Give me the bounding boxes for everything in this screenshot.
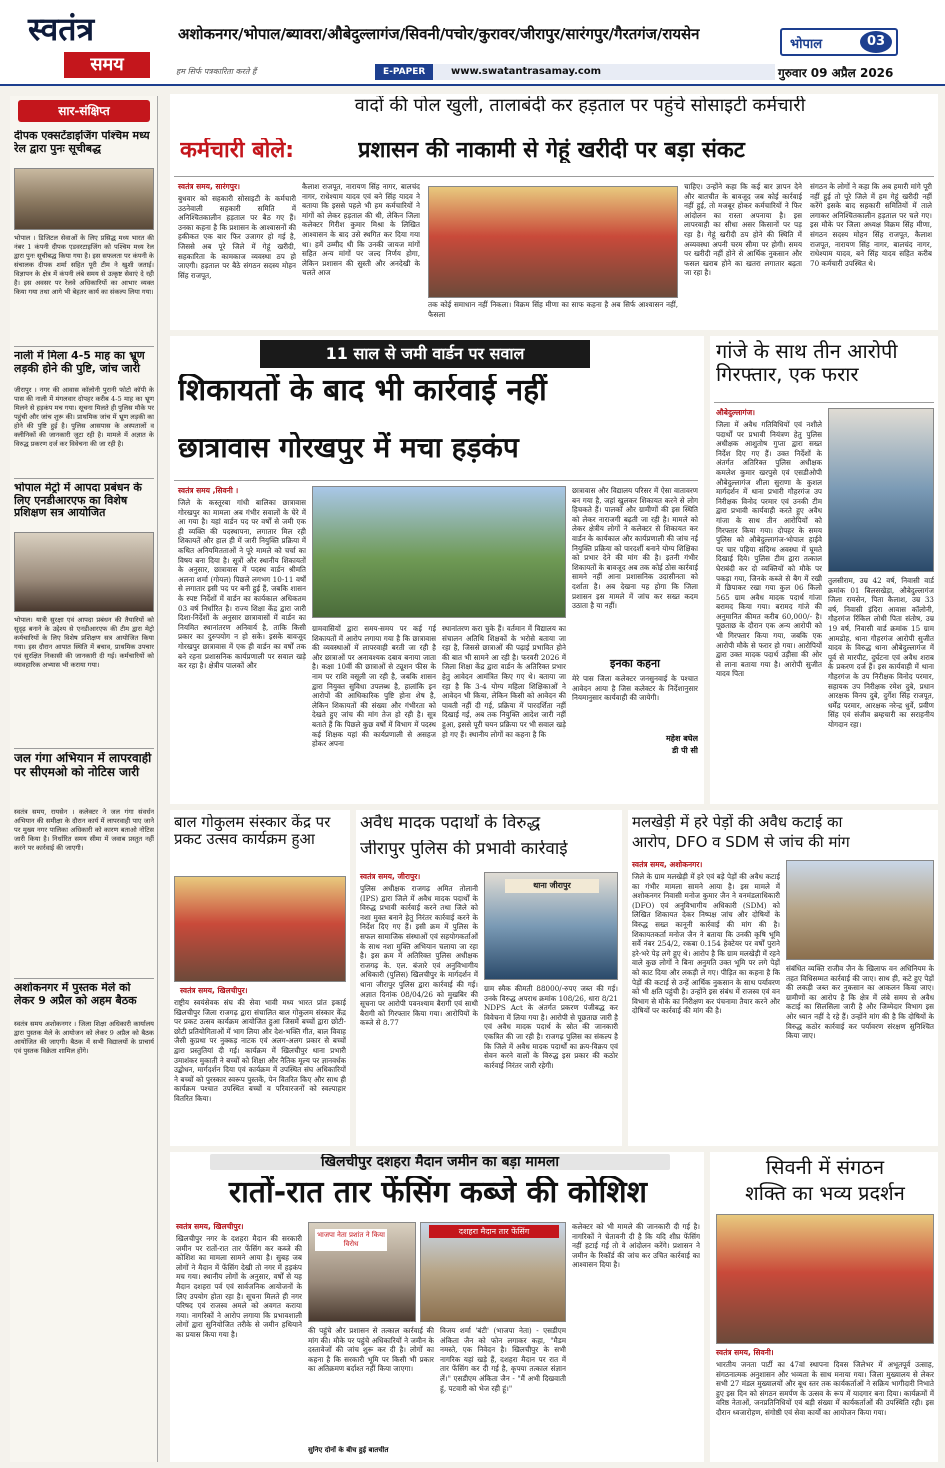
sidebar-story-2-head: नाली में मिला 4-5 माह का भ्रूण लड़की होने की पुष्टि, जांच जारी [14,350,145,375]
sidebar-story-1-photo [14,168,154,230]
epaper-badge[interactable]: E-PAPER [375,64,433,80]
sidebar-story-4-text: स्वतंत्र समय, रायसेन । कलेक्टर ने जल गंगा संवर्धन अभियान की समीक्षा के दौरान कार्य में लापरवाही पाए जाने पर मुख्य नगर पालिका अधिकारी को कारण बताओ नोटिस जारी किया है। निर्धारित समय सीमा में जवाब प्रस्तुत नहीं करने पर कार्रवाई की जाएगी। [14,808,154,852]
story4-photo [174,876,346,982]
story7-photo-2-label: दशहरा मैदान तार फेंसिंग [429,1225,559,1238]
story4-headline: बाल गोकुलम संस्कार केंद्र पर प्रकट उत्सव कार्यक्रम हुआ [174,814,331,849]
story4-text: राष्ट्रीय स्वयंसेवक संघ की सेवा भावी मध्य भारत प्रांत इकाई खिलचीपुर जिला राजगढ़ द्वारा संचालित बाल गोकुलम संस्कार केंद्र पर प्रकट उत्सव कार्यक्रम आयोजित हुआ जिसमें बच्चों द्वारा छोटी-छोटी प्रतियोगिताओं में भाग लिया और देश-भक्ति गीत, बाल विवाह जैसी कुप्रथा पर नुक्कड़ नाटक एवं अलग-अलग प्रकार से बच्चों द्वारा प्रस्तुतियां दी गई। कार्यक्रम में खिलचीपुर थाना प्रभारी उमाशंकर मुकाती ने बच्चों को शिक्षा और नैतिक मूल्य पर ज्ञानवर्धक उद्बोधन, मार्गदर्शन दिया एवं कार्यक्रम में उपस्थित संघ अधिकारियों ने बच्चों को पुरस्कार स्वरूप पुस्तकें, पेन वितरित किए और साथ ही कार्यक्रम पश्चात उपस्थित बच्चों व परिवारजनों को स्वल्पाहार वितरित किया। [174,998,346,1103]
story-ganja-arrest [710,336,938,804]
story7-text-3: विजय शर्मा 'बंटी' (भाजपा नेता) - एसडीएम अंकिता जैन को फोन लगाकर कहा, "मैडम नमस्ते, एक निवेदन है। खिलचीपुर के सभी नागरिक यहां खड़े हैं, दशहरा मैदान पर रात में तार फेंसिंग कर दी गई है, कृपया तत्काल संज्ञान लें।" एसडीएम अंकिता जैन - "मैं अभी दिखवाती हूं, पटवारी को भेज रही हूं।" [440,1326,566,1393]
sidebar-story-3-head: भोपाल मेट्रो में आपदा प्रबंधन के लिए एनडीआरएफ का विशेष प्रशिक्षण सत्र आयोजित [14,482,142,520]
story-malkhedi-trees [628,810,938,1146]
story2-quote-role: डी पी सी [671,746,698,755]
story-dussehra-ground [170,1152,704,1462]
sidebar-rule-2 [14,478,154,479]
story-seoni-bjp [710,1152,938,1462]
sidebar-rule-4 [14,978,154,979]
story-jirapur-police [356,810,622,1146]
story8-photo [716,1214,934,1344]
story1-kicker: वादों की पोल खुली, तालाबंदी कर हड़ताल पर पहुंचे सोसाइटी कर्मचारी [354,96,806,116]
story2-quote-head: इनका कहना [610,658,660,670]
story2-text-3: स्थानांतरण करा चुके हैं। वर्तमान में विद्यालय का संचालन अतिथि शिक्षकों के भरोसे बताया जा रहा है, जिससे छात्राओं की पढ़ाई प्रभावित होने की बात भी सामने आ रही है। फरवरी 2026 में जिला शिक्षा केंद्र द्वारा वार्डन के अतिरिक्त प्रभार हेतु आवेदन आमंत्रित किए गए थे। बताया जा रहा है कि 3-4 योग्य महिला शिक्षिकाओं ने आवेदन भी किया, लेकिन किसी को आवेदन की पावती नहीं दी गई, प्रक्रिया में पारदर्शिता नहीं दिखाई गई, अब तक नियुक्ति आदेश जारी नहीं हुआ, इससे पूरी चयन प्रक्रिया पर भी सवाल खड़े हो गए हैं। स्थानीय लोगों का कहना है कि [442,624,566,739]
story1-text-1: बुधवार को सहकारी सोसाइटी के कर्मचारी उठनेवाली सहकारी समिति में अनिश्चितकालीन हड़ताल पर बैठ गए हैं। उनका कहना है कि प्रशासन के आश्वासनों की हकीकत एक बार फिर उजागर हो गई है, जिससे अब पूरे जिले में गेहूं खरीदी, सहकारिता के कामकाज व्यवस्था ठप हो जाएगी। हड़ताल पर बैठे संगठन सदस्य मोहन सिंह राजपूत, [178,194,296,280]
story2-text-1: जिले के कस्तूरबा गांधी बालिका छात्रावास गोरखपुर का मामला अब गंभीर सवालों के घेरे में आ गया है। यहां वार्डन पद पर वर्षों से जमी एक ही व्यक्ति की पदस्थापना, लगातार मिल रही शिकायतें और हाल ही में जारी नियुक्ति प्रक्रिया में कथित अनियमितताओं ने पूरे मामले को चर्चा का विषय बना दिया है। सूत्रों और स्थानीय शिकायतों के अनुसार, छात्रावास में पदस्थ वार्डन श्रीमति अलना शर्मा (गोयल) पिछले लगभग 10-11 वर्षों से लगातार इसी पद पर बनी हुई हैं, जबकि शासन के स्पष्ट निर्देशों में वार्डन का कार्यकाल अधिकतम 03 वर्ष निर्धारित है। राज्य शिक्षा केंद्र द्वारा जारी दिशा-निर्देशों के अनुसार छात्रावासों में वार्डन का नियमित स्थानांतरण अनिवार्य है, ताकि किसी प्रकार का दुरुपयोग न हो सके। इसके बावजूद गोरखपुर छात्रावास में एक ही वार्डन का वर्षों तक बने रहना प्रशासनिक कार्यप्रणाली पर सवाल खड़े कर रहा है। क्षेत्रीय पालकों और [178,498,306,671]
story2-quote: मेरे पास जिला कलेक्टर जनसुनवाई के पश्चात आवेदन आया है जिस कलेक्टर के निर्देशानुसार नियमानुसार कार्यवाही की जायेगी। [572,674,698,703]
story2-quote-by: महेश बघेल [666,734,698,743]
story6-text-1: जिले के ग्राम मलखेड़ी में हरे एवं बड़े पेड़ों की अवैध कटाई का गंभीर मामला सामने आया है। इस मामले में अशोकनगर निवासी मनोज कुमार जैन ने वनमंडलाधिकारी (DFO) एवं अनुविभागीय अधिकारी (SDM) को लिखित शिकायत देकर निष्पक्ष जांच और दोषियों के विरुद्ध सख्त कानूनी कार्रवाई की मांग की है। शिकायतकर्ता मनोज जैन ने बताया कि उनकी कृषि भूमि सर्वे नंबर 254/2, रकबा 0.154 हेक्टेयर पर वर्षों पुराने हरे-भरे पेड़ लगे हुए थे। आरोप है कि ग्राम मलखेड़ी में रहने वाले कुछ लोगों ने बिना अनुमति उक्त भूमि पर लगे पेड़ों को काट दिया और लकड़ी ले गए। पीड़ित का कहना है कि पेड़ों की कटाई से उन्हें आर्थिक नुकसान के साथ पर्यावरण को भी क्षति पहुंची है। उन्होंने इस संबंध में राजस्व एवं वन विभाग से मौके का निरीक्षण कर पंचनामा तैयार करने और दोषियों पर कार्रवाई की मांग की है। [632,872,780,1016]
epaper-bar [375,64,775,80]
story5-text-2: ग्राम स्मैक कीमती 88000/-रुपए जब्त की गई। उनके विरुद्ध अपराध क्रमांक 108/26, धारा 8/21 NDPS Act के अंतर्गत प्रकरण पंजीबद्ध कर विवेचना में लिया गया है। आरोपी से पूछताछ जारी है एवं अवैध मादक पदार्थ के स्रोत की जानकारी एकत्रित की जा रही है। राजगढ़ पुलिस का संकल्प है कि जिले में अवैध मादक पदार्थों का क्रय-विक्रय एवं सेवन करने वालों के विरुद्ध इस प्रकार की कठोर कार्रवाई निरंतर जारी रहेगी। [484,984,618,1070]
story6-dateline: स्वतंत्र समय, अशोकनगर। [632,860,703,869]
sidebar-story-3-text: भोपाल। यात्री सुरक्षा एवं आपदा प्रबंधन की तैयारियों को सुदृढ़ बनाने के उद्देश्य से एनडीआरएफ की टीम द्वारा मेट्रो कर्मचारियों के लिए विशेष प्रशिक्षण सत्र आयोजित किया गया। इस दौरान आपात स्थिति में बचाव, प्राथमिक उपचार एवं सुरक्षित निकासी की जानकारी दी गई। कर्मचारियों को व्यावहारिक अभ्यास भी कराया गया। [14,616,154,669]
story1-text-4: संगठन के लोगों ने कहा कि अब हमारी मांगे पूरी नहीं हुई तो पूरे जिले में हम गेहूं खरीदी नहीं करेंगे इसके बाद सहकारी समितियों में ताले लगाकर अनिश्चितकालीन हड़ताल पर चले गए। इस मौके पर जिला अध्यक्ष विक्रम सिंह मीणा, संगठन सदस्य मोहन सिंह राजपूत, कैलाश राजपूत, नारायण सिंह नागर, बालचंद नागर, राधेश्याम यादव, बने सिंह यादव सहित करीब 70 कर्मचारी उपस्थित थे। [810,182,932,268]
story1-rule [174,176,934,177]
story1-text-3: चाहिए। उन्होंने कहा कि कई बार ज्ञापन देने और बातचीत के बावजूद जब कोई कार्रवाई नहीं हुई, तो मजबूर होकर कर्मचारियों ने फिर आंदोलन का रास्ता अपनाया है। इस लापरवाही का सीधा असर किसानों पर पड़ रहा है। गेहूं खरीदी ठप होने की स्थिति में अव्यवस्था अपनी चरम सीमा पर होगी। समय पर खरीदी नहीं होने से आर्थिक नुकसान और फसल खराब होने का खतरा लगातार बढ़ता जा रहा है। [684,182,802,278]
story2-text-4: छात्रावास और विद्यालय परिसर में ऐसा वातावरण बन गया है, जहां खुलकर शिकायत करने से लोग हिचकते हैं। पालकों और ग्रामीणों की इस स्थिति को लेकर नाराजगी बढ़ती जा रही है। मामले को लेकर क्षेत्रीय लोगों ने कलेक्टर से शिकायत कर वार्डन के कार्यकाल और कार्यप्रणाली की जांच नई नियुक्ति प्रक्रिया को पारदर्शी बनाने योग्य शिक्षिका को प्रभार देने की मांग की है। इतनी गंभीर शिकायतों के बावजूद अब तक कोई ठोस कार्रवाई सामने नहीं आना प्रशासनिक उदासीनता को दर्शाता है। अब देखना यह होगा कि जिला प्रशासन इस मामले में जांच कर सख्त कदम उठाता है या नहीं। [572,486,698,611]
story7-dateline: स्वतंत्र समय, खिलचीपुर। [176,1222,244,1231]
logo-bottom: समय [64,52,150,78]
story6-text-2: संबंधित व्यक्ति राजीव जैन के खिलाफ वन अधिनियम के तहत विधिसम्मत कार्रवाई की जाए। साथ ही, कटे हुए पेड़ों की लकड़ी जब्त कर नुकसान का आकलन किया जाए। ग्रामीणों का आरोप है कि क्षेत्र में लंबे समय से अवैध कटाई का सिलसिला जारी है और जिम्मेदार विभाग इस ओर ध्यान नहीं दे रहे हैं। उन्होंने मांग की है कि दोषियों के विरुद्ध कठोर कार्रवाई कर पर्यावरण संरक्षण सुनिश्चित किया जाए। [786,964,934,1041]
story7-text-1: खिलचीपुर नगर के दशहरा मैदान की सरकारी जमीन पर रातों-रात तार फेंसिंग कर कब्जे की कोशिश का मामला सामने आया है। सुबह जब लोगों ने मैदान में फेंसिंग देखी तो नगर में हड़कंप मच गया। स्थानीय लोगों के अनुसार, वर्षों से यह मैदान दशहरा पर्व एवं सार्वजनिक आयोजनों के लिए उपयोग होता रहा है। सूचना मिलते ही नगर परिषद एवं राजस्व अमले को अवगत कराया गया। नागरिकों ने आरोप लगाया कि प्रभावशाली लोगों द्वारा सुनियोजित तरीके से जमीन हथियाने का प्रयास किया गया है। [176,1234,302,1339]
story8-dateline: स्वतंत्र समय, सिवनी। [716,1348,774,1357]
logo-top: स्वतंत्र [28,10,95,48]
sidebar-rule-1 [14,346,154,347]
story1-photo [428,186,678,298]
story2-headline-2: छात्रावास गोरखपुर में मचा हड़कंप [178,432,519,464]
story1-caption: तक कोई समाधान नहीं निकला। विक्रम सिंह मीणा का साफ कहना है अब सिर्फ आश्वासन नहीं, फैसला [428,300,678,319]
story3-photo [828,408,934,572]
story8-headline-1: सिवनी में संगठन [765,1156,885,1179]
story6-headline-2: आरोप, DFO व SDM से जांच की मांग [632,834,850,851]
edition-name: भोपाल [790,37,823,52]
story1-label: कर्मचारी बोले: [180,138,295,163]
sidebar-story-1-text: भोपाल । डिजिटल सेवाओं के लिए प्रसिद्ध मध्य भारत की नंबर 1 कंपनी दीपक एडवरटाइजिंग को पश्चिम मध्य रेल द्वारा पुनः सूचीबद्ध किया गया है। इस सफलता पर कंपनी के संचालक दीपक शर्मा सहित पूरी टीम ने खुशी जताई। विज्ञापन के क्षेत्र में कंपनी लंबे समय से उत्कृष्ट सेवाएं दे रही है। इस अवसर पर रेलवे अधिकारियों का आभार व्यक्त किया गया तथा आगे भी बेहतर कार्य का संकल्प लिया गया। [14,234,154,296]
sidebar-story-2-text: जीरापुर । नगर की आवास कॉलोनी पुरानी फोटो कॉपी के पास की नाली में मंगलवार दोपहर करीब 4-5 माह का भ्रूण मिलने से हड़कंप मच गया। सूचना मिलते ही पुलिस मौके पर पहुंची और जांच शुरू की। प्राथमिक जांच में भ्रूण लड़की का होने की पुष्टि हुई है। पुलिस आसपास के अस्पतालों व क्लीनिकों की जानकारी जुटा रही है। मामले में अज्ञात के विरुद्ध प्रकरण दर्ज कर विवेचना की जा रही है। [14,386,154,448]
story8-text: भारतीय जनता पार्टी का 47वां स्थापना दिवस जिलेभर में अभूतपूर्व उत्साह, संगठनात्मक अनुशासन और भव्यता के साथ मनाया गया। जिला मुख्यालय से लेकर सभी 27 मंडल मुख्यालयों और बूथ स्तर तक कार्यकर्ताओं ने सक्रिय भागीदारी निभाते हुए इस दिन को संगठन समर्पण के उत्सव के रूप में यादगार बना दिया। कार्यक्रमों में वरिष्ठ नेताओं, जनप्रतिनिधियों एवं बड़ी संख्या में कार्यकर्ताओं की उपस्थिति रही। इस दौरान ध्वजारोहण, संगोष्ठी एवं सेवा कार्यों का आयोजन किया गया। [716,1360,934,1417]
edition-box [780,28,898,56]
story6-headline-1: मलखेड़ी में हरे पेड़ों की अवैध कटाई का [632,814,843,831]
story6-photo [786,860,934,960]
story3-headline: गांजे के साथ तीन आरोपी गिरफ्तार, एक फरार [716,340,898,386]
story1-dateline: स्वतंत्र समय, सारंगपुर। [178,182,240,191]
story3-dateline: औबेदुल्लागंज। [716,408,755,417]
logo [28,10,160,82]
issue-date: गुरुवार 09 अप्रैल 2026 [778,66,894,80]
sidebar-story-5-text: स्वतंत्र समय अशोकनगर । जिला शिक्षा अधिकारी कार्यालय द्वारा पुस्तक मेले के आयोजन को लेकर 9 अप्रैल को बैठक आयोजित की जाएगी। बैठक में सभी विद्यालयों के प्राचार्य एवं पुस्तक विक्रेता शामिल होंगे। [14,1020,154,1055]
page-number: 03 [860,31,892,53]
story1-headline: प्रशासन की नाकामी से गेहूं खरीदी पर बड़ा संकट [358,138,745,163]
story8-headline-2: शक्ति का भव्य प्रदर्शन [745,1182,905,1205]
story2-headline-1: शिकायतों के बाद भी कार्रवाई नहीं [178,374,547,408]
story5-headline-1: अवैध मादक पदार्थों के विरुद्ध [360,814,541,833]
story2-photo [312,486,566,618]
story5-text-1: पुलिस अधीक्षक राजगढ़ अमित तोलानी (IPS) द्वारा जिले में अवैध मादक पदार्थों के विरुद्ध प्रभावी कार्रवाई करने तथा जिले को नशा मुक्त बनाने हेतु निरंतर कार्रवाई करने के निर्देश दिए गए हैं। इसी क्रम में पुलिस के सफल सामाजिक संस्थाओं एवं सहयोगकर्ताओं के साथ नशा मुक्ति अभियान चलाया जा रहा है। इस क्रम में अतिरिक्त पुलिस अधीक्षक राजगढ़ के. एल. बंजारे एवं अनुविभागीय अधिकारी (पुलिस) खिलचीपुर के मार्गदर्शन में थाना जीरापुर पुलिस द्वारा कार्रवाई की गई। अज्ञात दिनांक 08/04/26 को मुखबिर की सूचना पर आरोपी पवनश्याम बैरागी एवं साथी बैरागी को गिरफ्तार किया गया। आरोपियों के कब्जे से 8.77 [360,884,478,1028]
masthead [0,0,945,86]
story-hostel-warden [170,336,704,804]
story7-photo-1-label: भाजपा नेता प्रशांत ने किया विरोध [315,1229,387,1251]
sidebar-story-3-photo [14,532,154,612]
story-bal-gokulam [170,810,350,1146]
story7-headline: रातों-रात तार फेंसिंग कब्जे की कोशिश [228,1176,648,1210]
story5-dateline: स्वतंत्र समय, जीरापुर। [360,872,421,881]
sidebar-story-4-head: जल गंगा अभियान में लापरवाही पर सीएमओ को नोटिस जारी [14,752,152,779]
story-society-strike [170,94,938,330]
story3-rule [714,402,934,403]
story4-dateline: स्वतंत्र समय, खिलचीपुर। [180,986,248,995]
story7-photo-2 [420,1222,566,1322]
sidebar-rule-3 [14,748,154,749]
sidebar-story-5-head: अशोकनगर में पुस्तक मेले को लेकर 9 अप्रैल को अहम बैठक [14,982,137,1007]
story7-text-4: कलेक्टर को भी मामले की जानकारी दी गई है। नागरिकों ने चेतावनी दी है कि यदि शीघ्र फेंसिंग नहीं हटाई गई तो वे आंदोलन करेंगे। प्रशासन ने जमीन के रिकॉर्ड की जांच कर उचित कार्रवाई का आश्वासन दिया है। [572,1222,700,1270]
story7-text-2: की पहुंचे और प्रशासन से तत्काल कार्रवाई की मांग की। मौके पर पहुंचे अधिकारियों ने जमीन के दस्तावेजों की जांच शुरू कर दी है। लोगों का कहना है कि सरकारी भूमि पर किसी भी प्रकार का अतिक्रमण बर्दाश्त नहीं किया जाएगा। [308,1326,434,1374]
story3-text-2: तुलसीराम, उम्र 42 वर्ष, निवासी वार्ड क्रमांक 01 बिलसखेड़ा, औबेदुल्लागंज जिला रायसेन, पिता कैलाश, उम्र 33 वर्ष, निवासी इंदिरा आवास कॉलोनी, गौहरगंज रिंकिल लोधी पिता संतोष, उम्र 19 वर्ष, निवासी वार्ड क्रमांक 15 ग्राम आमडोह, थाना गौहरगंज आरोपी सुजीत यादव के विरुद्ध थाना औबेदुल्लागंज में पूर्व से मारपीट, दुर्घटना एवं अवैध शराब के प्रकरण दर्ज हैं। इस कार्यवाही में थाना गौहरगंज के उप निरीक्षक विनोद परमार, सहायक उप निरीक्षक रमेश दुबे, प्रधान आरक्षक विनय दुबे, दुर्गेश सिंह राजपूत, धर्मेंद्र परमार, आरक्षक नरेन्द्र धुर्वे, प्रवीण सिंह एवं संजीव ब्रम्हचारी का सराहनीय योगदान रहा। [828,576,934,729]
story2-dateline: स्वतंत्र समय ,सिवनी । [178,486,239,495]
story7-photo-1 [308,1222,416,1322]
police-station-sign: थाना जीरापुर [505,879,599,893]
sidebar [10,96,158,1462]
website-link[interactable]: www.swatantrasamay.com [451,66,602,77]
story5-headline-2: जीरापुर पुलिस की प्रभावी कार्रवाई [360,840,568,859]
story3-text-1: जिला में अवैध गतिविधियों एवं नशीले पदार्थों पर प्रभावी नियंत्रण हेतु पुलिस अधीक्षक आशुतोष गुप्ता द्वारा सख्त निर्देश दिए गए हैं। उक्त निर्देशों के अंतर्गत अतिरिक्त पुलिस अधीक्षक कमलेश कुमार खरपुसे एवं एसडीओपी औबेदुल्लागंज शीला सुराणा के कुशल मार्गदर्शन में थाना प्रभारी गौहरगंज उप निरीक्षक विनोद परमार एवं उनकी टीम द्वारा प्रभावी कार्यवाही करते हुए अवैध गांजा के साथ तीन आरोपियों को गिरफ्तार किया गया। दोपहर के समय पुलिस को औबेदुल्लागंज-भोपाल हाईवे पर चार पहिया संदिग्ध अवस्था में घूमते दिखाई दिये। पुलिस टीम द्वारा तत्काल घेराबंदी कर दो व्यक्तियों को मौके पर पकड़ा गया, जिनके कब्जे से बैग में रखी में छिपाकर रखा गया कुल 06 किलो 565 ग्राम अवैध मादक पदार्थ गांजा बरामद किया गया। बरामद गांजे की अनुमानित कीमत करीब 60,000/- है। पूछताछ के दौरान एक अन्य आरोपी को भी गिरफ्तार किया गया, जबकि एक आरोपी मौके से फरार हो गया। आरोपियों द्वारा उक्त मादक पदार्थ उड़ीसा की ओर से लाना बताया गया है। आरोपी सुजीत यादव पिता [716,420,822,679]
story2-text-2: ग्रामवासियों द्वारा समय-समय पर कई गई शिकायतों में आरोप लगाया गया है कि छात्रावास की व्यवस्थाओं में लापरवाही बरती जा रही है और छात्राओं पर अनावश्यक दबाव बनाया जाता है। कक्षा 10वीं की छात्राओं से ट्यूशन फीस के नाम पर राशि वसूली जा रही है, जबकि शासन द्वारा नियुक्त सुविधा उपलब्ध है, हालांकि इन आरोपों की आधिकारिक पुष्टि होना शेष है, लेकिन शिकायतों की संख्या और गंभीरता को देखते हुए जांच की मांग तेज हो रही है। सूत्र बताते हैं कि पिछले कुछ वर्षों में विभाग में पदस्थ कई शिक्षक यहां की कार्यप्रणाली से असहज होकर अपना [312,624,436,749]
story1-text-2: कैलाश राजपूत, नारायण सिंह नागर, बालचंद नागर, राधेश्याम यादव एवं बने सिंह यादव ने बताया कि इससे पहले भी हम कर्मचारियों ने मांगों को लेकर हड़ताल की थी, लेकिन जिला कलेक्टर गिरीश कुमार मिश्रा के लिखित आश्वासन के बाद उसे स्थगित कर दिया गया था। हमें उम्मीद थी कि उनकी जायज मांगों सहित अन्य मांगों पर जल्द निर्णय होगा, लेकिन प्रशासन की सुस्ती और अनदेखी के चलते आज [302,182,420,278]
story5-photo [484,872,618,980]
story7-byline: सुनिए दोनों के बीच हुई बातचीत [308,1446,389,1454]
story7-kicker: खिलचीपुर दशहरा मैदान जमीन का बड़ा मामला [210,1154,670,1170]
sidebar-story-1-head: दीपक एक्सटेंडाइजिंग पश्चिम मध्य रेल द्वारा पुनः सूचीबद्ध [14,130,150,155]
tagline: हम सिर्फ पत्रकारिता करते हैं [176,67,257,76]
sidebar-title: सार-संक्षिप्त [18,100,150,122]
story2-kicker: 11 साल से जमी वार्डन पर सवाल [260,340,590,368]
story2-rule [174,480,698,481]
cities-line: अशोकनगर/भोपाल/ब्यावरा/औबेदुल्लागंज/सिवनी/पचोर/कुरावर/जीरापुर/सारंगपुर/गैरतगंज/रायसेन [178,25,700,43]
